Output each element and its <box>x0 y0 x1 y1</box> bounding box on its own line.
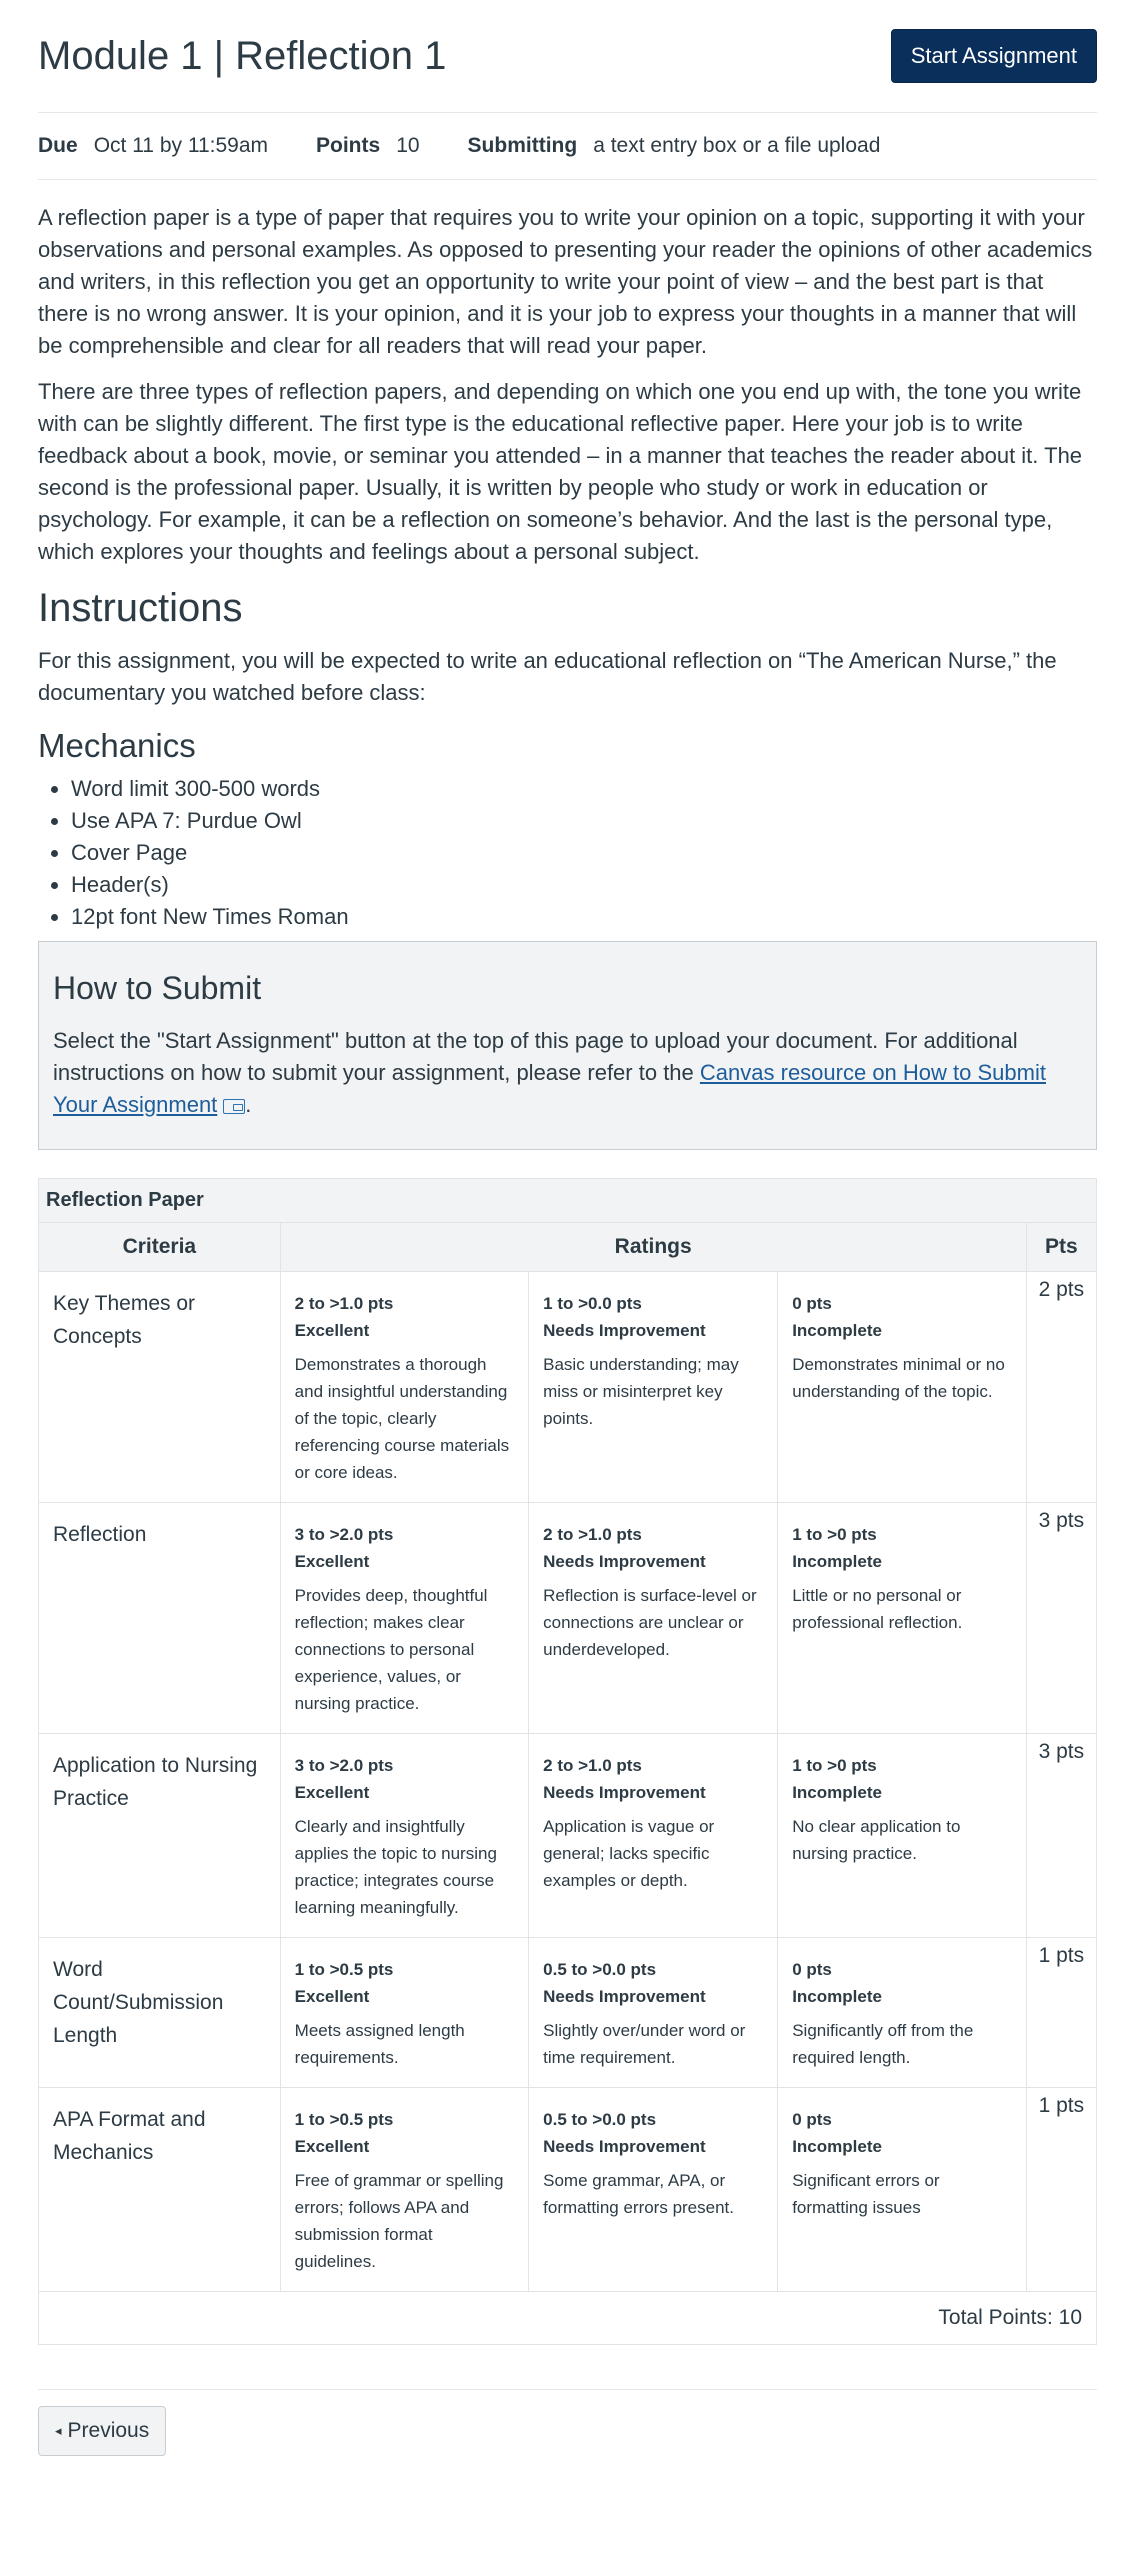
assignment-details <box>38 113 1097 180</box>
page-title: Module 1 | Reflection 1 <box>38 33 447 78</box>
submitting-value: a text entry box or a file upload <box>593 134 881 157</box>
how-to-submit-heading: How to Submit <box>53 970 262 1006</box>
points-label: Points <box>316 134 381 157</box>
ratings-column-header: Ratings <box>280 1223 1026 1272</box>
mechanics-item: • Header(s) <box>71 869 1097 901</box>
module-footer <box>38 2389 1097 2456</box>
criterion-points: 3 pts <box>1026 1734 1096 1938</box>
criterion-name: Word Count/Submission Length <box>39 1938 281 2088</box>
mechanics-heading: Mechanics <box>38 727 196 764</box>
caret-left-icon: ◂ <box>55 2423 62 2439</box>
rating-cell: 2 to >1.0 pts Needs Improvement Reflection is surface-level or connections are unclear or underdeveloped. <box>529 1503 778 1734</box>
rating-cell: 1 to >0 pts Incomplete Little or no personal or professional reflection. <box>778 1503 1026 1734</box>
rating-cell: 1 to >0.0 pts Needs Improvement Basic understanding; may miss or misinterpret key points. <box>529 1272 778 1503</box>
rubric-row <box>39 1503 1097 1734</box>
criterion-points: 2 pts <box>1026 1272 1096 1503</box>
description-paragraph: A reflection paper is a type of paper that requires you to write your opinion on a topic, supporting it with your observations and personal examples. As opposed to presenting your reader the opinions of other academics and writers, in this reflection you get an opportunity to write your point of view – and the best part is that there is no wrong answer. It is your opinion, and it is your job to express your thoughts in a manner that will be comprehensible and clear for all readers that will read your paper. <box>38 205 1093 358</box>
start-assignment-button[interactable]: Start Assignment <box>891 29 1097 83</box>
criterion-name: APA Format and Mechanics <box>39 2088 281 2292</box>
instructions-heading: Instructions <box>38 586 243 630</box>
assignment-description <box>38 202 1097 568</box>
mechanics-item: • Word limit 300-500 words <box>71 773 1097 805</box>
due-value: Oct 11 by 11:59am <box>93 134 269 157</box>
pts-column-header: Pts <box>1026 1223 1096 1272</box>
previous-button[interactable]: ◂ Previous <box>38 2406 166 2456</box>
rating-cell: 1 to >0.5 pts Excellent Free of grammar or spelling errors; follows APA and submission format guidelines. <box>280 2088 528 2292</box>
assignment-header <box>38 0 1097 113</box>
rating-cell: 0 pts Incomplete Significantly off from the required length. <box>778 1938 1026 2088</box>
criterion-name: Key Themes or Concepts <box>39 1272 281 1503</box>
rating-cell: 3 to >2.0 pts Excellent Provides deep, thoughtful reflection; makes clear connections to personal experience, values, or nursing practice. <box>280 1503 528 1734</box>
due-label: Due <box>38 134 78 157</box>
rubric-row <box>39 1938 1097 2088</box>
mechanics-item: • Use APA 7: Purdue Owl <box>71 805 1097 837</box>
points-value: 10 <box>396 134 420 157</box>
rubric-row <box>39 1272 1097 1503</box>
criteria-column-header: Criteria <box>39 1223 281 1272</box>
rating-cell: 0.5 to >0.0 pts Needs Improvement Some grammar, APA, or formatting errors present. <box>529 2088 778 2292</box>
mechanics-item: • Cover Page <box>71 837 1097 869</box>
criterion-points: 3 pts <box>1026 1503 1096 1734</box>
rubric-title: Reflection Paper <box>39 1179 1097 1223</box>
rating-cell: 0 pts Incomplete Demonstrates minimal or no understanding of the topic. <box>778 1272 1026 1503</box>
rating-cell: 0 pts Incomplete Significant errors or formatting issues <box>778 2088 1026 2292</box>
canvas-resource-link[interactable]: Canvas resource on How to Submit Your Assignment <box>53 1060 1046 1117</box>
rating-cell: 2 to >1.0 pts Excellent Demonstrates a thorough and insightful understanding of the topic, clearly referencing course materials or core ideas. <box>280 1272 528 1503</box>
external-link-icon <box>223 1099 245 1114</box>
rating-cell: 3 to >2.0 pts Excellent Clearly and insightfully applies the topic to nursing practice; integrates course learning meaningfully. <box>280 1734 528 1938</box>
rating-cell: 1 to >0.5 pts Excellent Meets assigned length requirements. <box>280 1938 528 2088</box>
description-paragraph: There are three types of reflection papers, and depending on which one you end up with, the tone you write with can be slightly different. The first type is the educational reflective paper. Here your job is to write feedback about a book, movie, or seminar you attended – in a manner that teaches the reader about it. The second is the professional paper. Usually, it is written by people who study or work in education or psychology. For example, it can be a reflection on someone’s behavior. And the last is the personal type, which explores your thoughts and feelings about a personal subject. <box>38 379 1083 564</box>
rubric-row <box>39 1734 1097 1938</box>
how-to-submit-box <box>38 941 1097 1150</box>
rubric-table <box>38 1178 1097 2345</box>
criterion-points: 1 pts <box>1026 2088 1096 2292</box>
rating-cell: 0.5 to >0.0 pts Needs Improvement Slightly over/under word or time requirement. <box>529 1938 778 2088</box>
rubric-total: Total Points: 10 <box>39 2292 1097 2345</box>
rubric-row <box>39 2088 1097 2292</box>
criterion-points: 1 pts <box>1026 1938 1096 2088</box>
criterion-name: Reflection <box>39 1503 281 1734</box>
instructions-text: For this assignment, you will be expected to write an educational reflection on “The American Nurse,” the documentary you watched before class: <box>38 648 1057 705</box>
mechanics-list <box>38 773 1097 933</box>
rating-cell: 2 to >1.0 pts Needs Improvement Application is vague or general; lacks specific examples or depth. <box>529 1734 778 1938</box>
criterion-name: Application to Nursing Practice <box>39 1734 281 1938</box>
submitting-label: Submitting <box>467 134 578 157</box>
mechanics-item: • 12pt font New Times Roman <box>71 901 1097 933</box>
rating-cell: 1 to >0 pts Incomplete No clear application to nursing practice. <box>778 1734 1026 1938</box>
how-to-submit-text: Select the "Start Assignment" button at the top of this page to upload your document. For additional instructions on how to submit your assignment, please refer to the Canvas resource on How to Submit Your Assignment . <box>53 1028 1046 1117</box>
